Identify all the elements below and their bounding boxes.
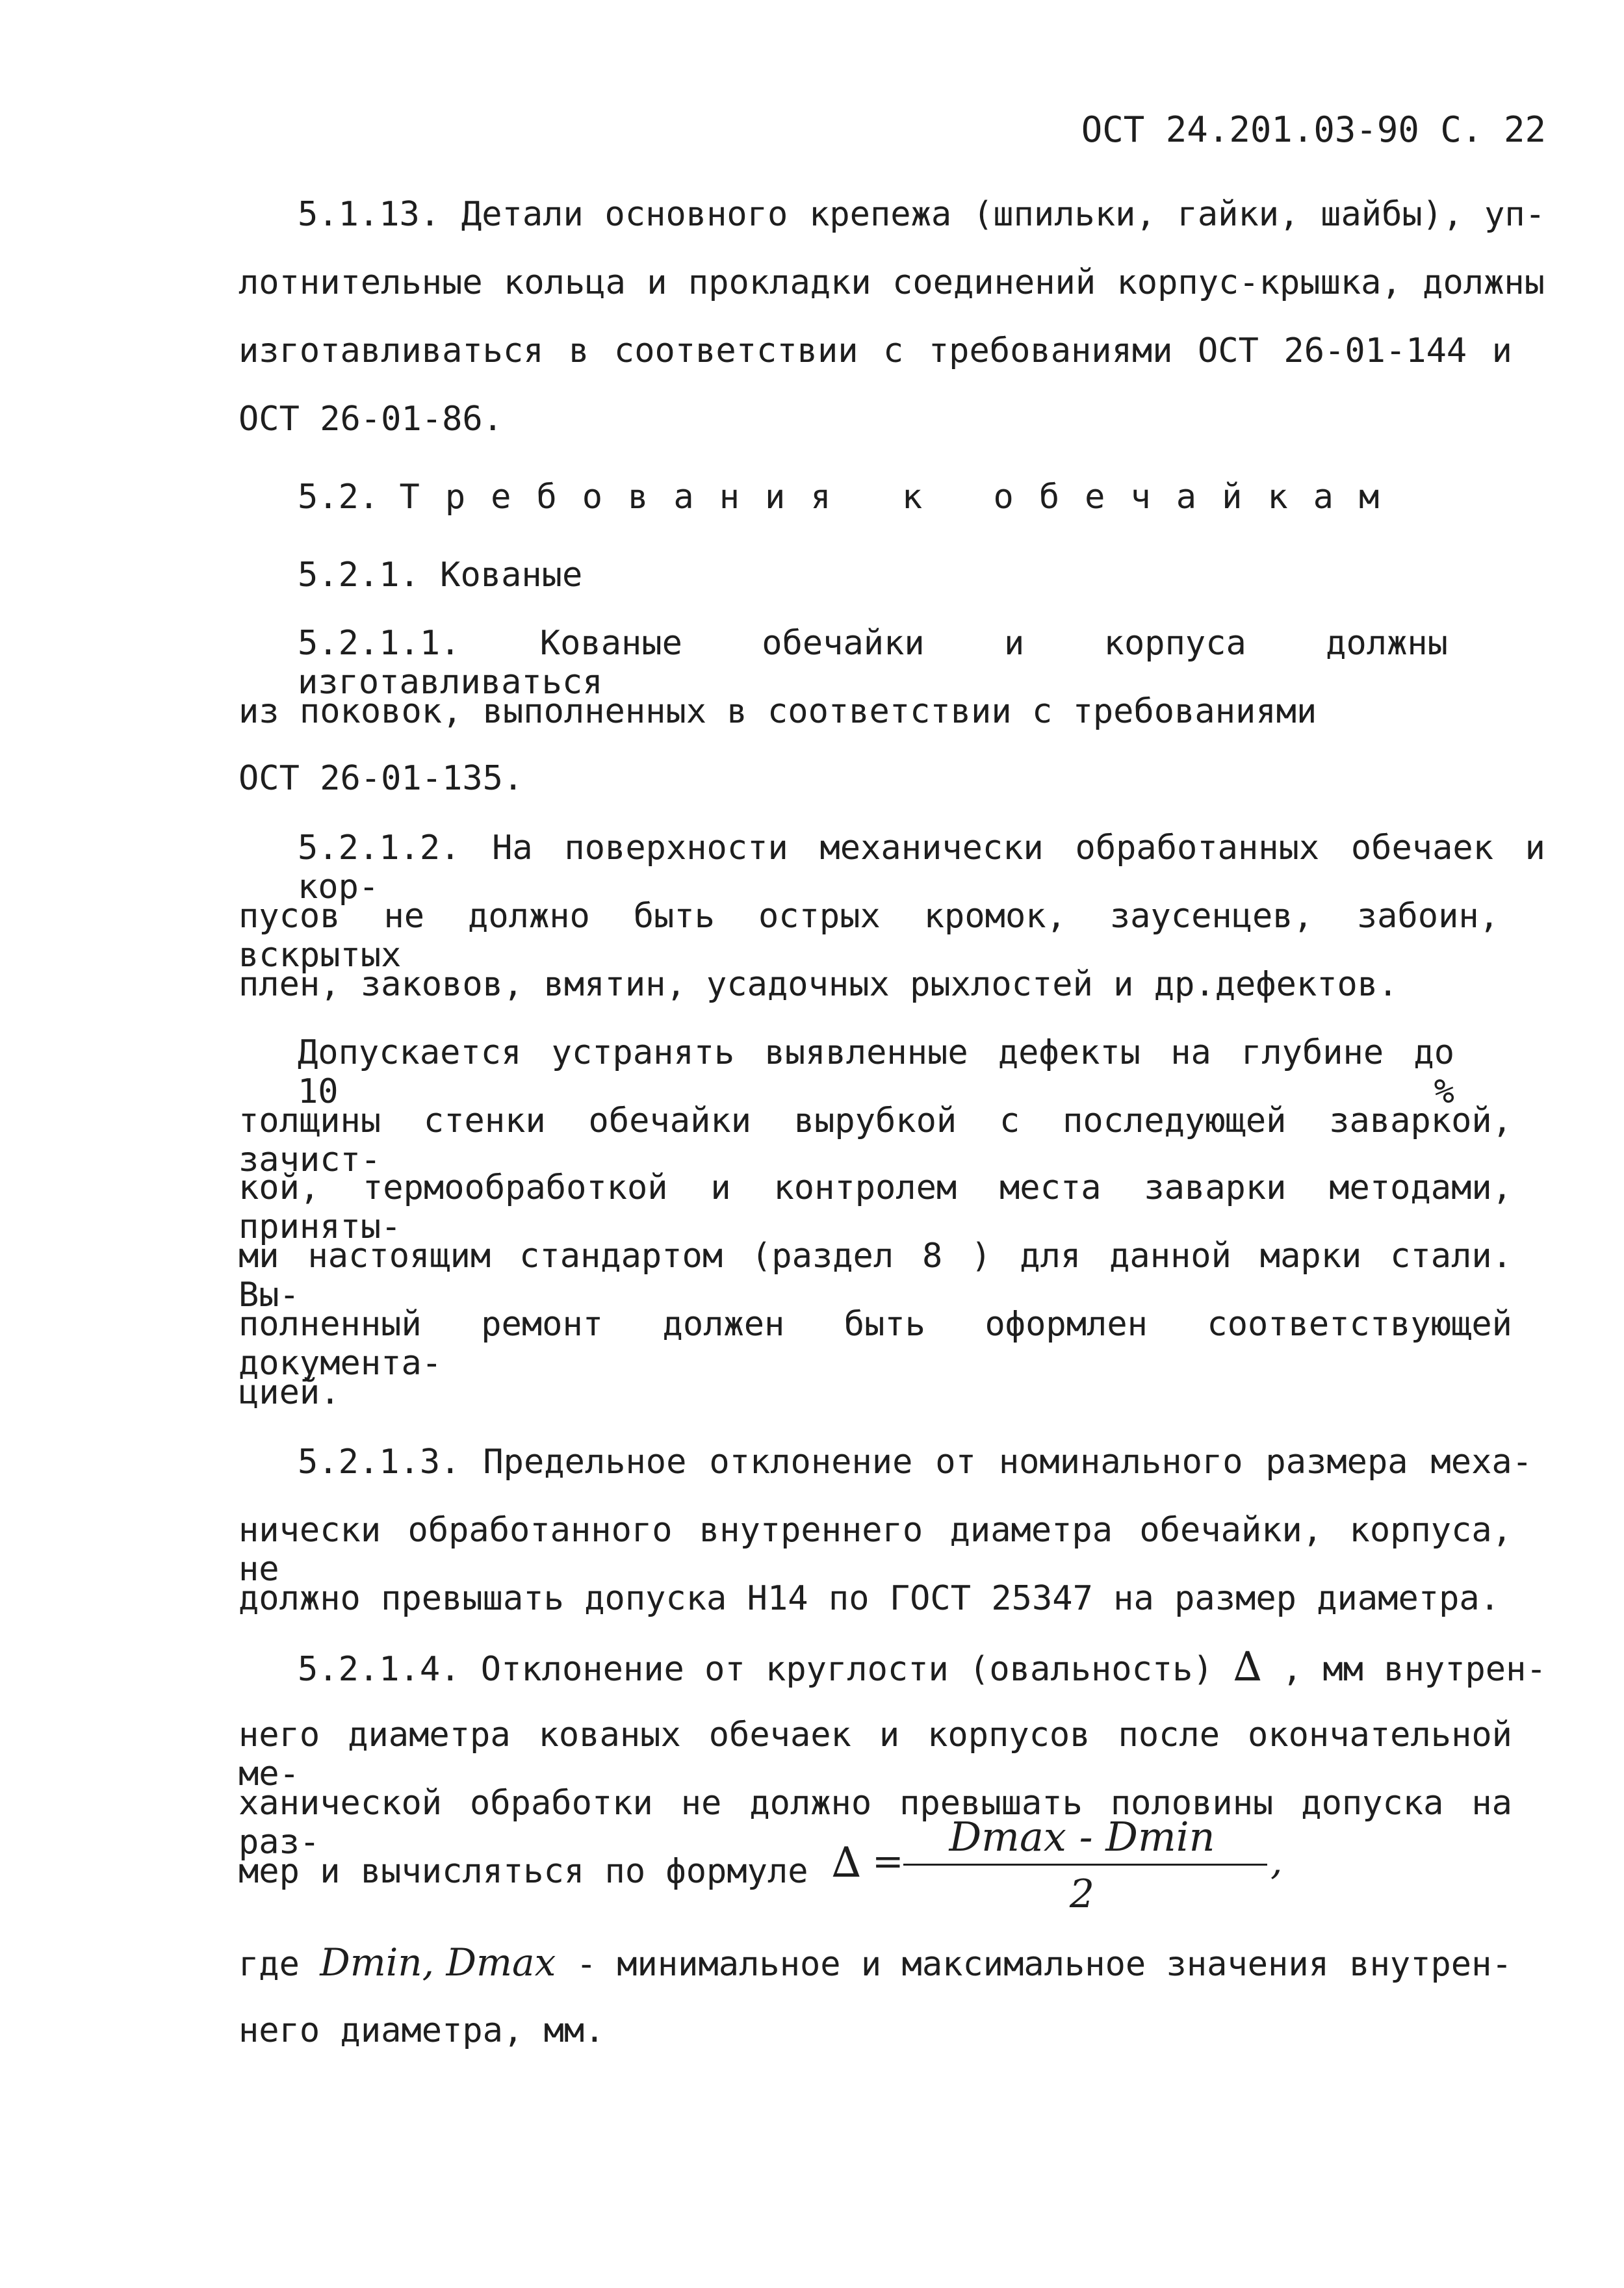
para-repair-line: ми настоящим стандартом (раздел 8 ) для данной марки стали. Вы- [238, 1237, 1512, 1315]
para-5-1-13-line: 5.1.13. Детали основного крепежа (шпильки, гайки, шайбы), уп- [298, 195, 1545, 234]
fraction-bar [903, 1864, 1267, 1866]
section-heading-5-2 [298, 478, 1604, 517]
para-repair-line: цией. [238, 1373, 341, 1412]
para-text: - минимальное и максимальное значения внутрен- [576, 1945, 1512, 1984]
para-5-2-1-2-line: плен, заковов, вмятин, усадочных рыхлостей и др.дефектов. [238, 965, 1398, 1004]
para-5-2-1-1-line: 5.2.1.1. Кованые обечайки и корпуса должны изготавливаться [298, 624, 1448, 702]
para-repair-line: Допускается устранять выявленные дефекты на глубине до 10 % [298, 1033, 1454, 1111]
para-5-2-1-4-line [298, 1643, 1604, 1690]
para-5-2-1-3-line: 5.2.1.3. Предельное отклонение от номинального размера меха- [298, 1443, 1532, 1482]
handwritten-symbols: Dmin, Dmax [320, 1940, 556, 1985]
para-5-2-1-4-line: него диаметра кованых обечаек и корпусов после окончательной ме- [238, 1716, 1512, 1793]
para-repair-line: толщины стенки обечайки вырубкой с последующей заваркой, зачист- [238, 1101, 1512, 1179]
para-5-2-1-4-line: ханической обработки не должно превышать половины допуска на раз- [238, 1784, 1512, 1862]
para-repair-line: полненный ремонт должен быть оформлен соответствующей документа- [238, 1305, 1512, 1383]
ovality-formula [832, 1813, 1287, 1923]
para-5-2-1-2-line: пусов не должно быть острых кромок, заусенцев, забоин, вскрытых [238, 897, 1499, 975]
formula-equals: = [872, 1839, 904, 1883]
para-repair-line: кой, термообработкой и контролем места заварки методами, приняты- [238, 1168, 1512, 1246]
para-text: , мм внутрен- [1282, 1650, 1547, 1689]
para-5-2-1-4-line: мер и вычисляться по формуле [238, 1852, 808, 1891]
para-text: где [238, 1945, 300, 1984]
formula-delta: ∆ [832, 1839, 861, 1887]
section-number: 5.2. [298, 478, 380, 517]
para-5-1-13-line: изготавливаться в соответствии с требованиями ОСТ 26-01-144 и [238, 331, 1512, 370]
para-text: 5.2.1.4. Отклонение от круглости (овальность) [298, 1650, 1213, 1689]
formula-comma: , [1270, 1839, 1283, 1883]
para-5-2-1-2-line: 5.2.1.2. На поверхности механически обработанных обечаек и кор- [298, 829, 1545, 906]
para-5-1-13-line: ОСТ 26-01-86. [238, 400, 503, 439]
subsection-heading-5-2-1: 5.2.1. Кованые [298, 556, 583, 595]
para-5-1-13-line: лотнительные кольца и прокладки соединений корпус-крышка, должны [238, 263, 1545, 302]
page-header: ОСТ 24.201.03-90 С. 22 [1081, 109, 1546, 150]
para-5-2-1-3-line: должно превышать допуска Н14 по ГОСТ 25347 на размер диаметра. [238, 1579, 1501, 1618]
para-where-line [238, 1940, 1545, 1985]
formula-denominator: 2 [1069, 1871, 1095, 1917]
formula-numerator: Dmax - Dmin [949, 1813, 1215, 1860]
para-5-2-1-1-line: из поковок, выполненных в соответствии с требованиями [238, 692, 1317, 731]
delta-symbol: ∆ [1233, 1643, 1262, 1690]
para-where-line: него диаметра, мм. [238, 2011, 605, 2050]
section-title: Требования к обечайкам [399, 478, 1405, 517]
para-5-2-1-3-line: нически обработанного внутреннего диаметра обечайки, корпуса, не [238, 1511, 1512, 1589]
para-5-2-1-1-line: ОСТ 26-01-135. [238, 759, 524, 798]
